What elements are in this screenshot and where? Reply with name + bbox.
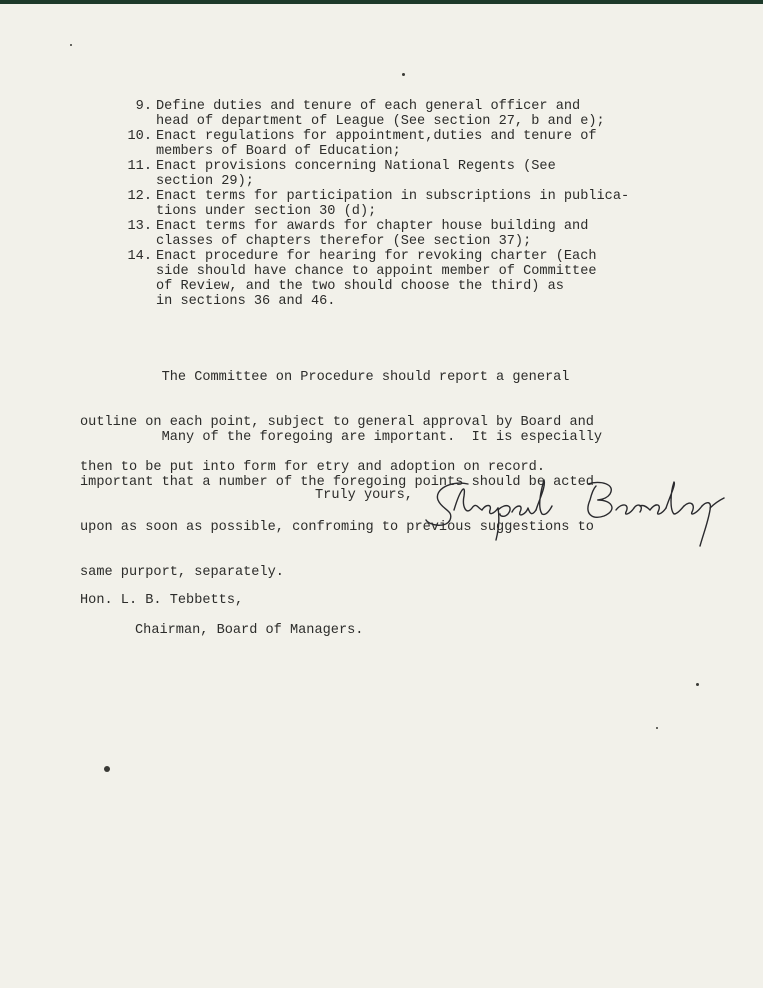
list-item: [100, 219, 700, 249]
paper-speck: [656, 727, 658, 729]
item-text: Enact terms for awards for chapter house building and classes of chapters therefor (See section 37);: [156, 219, 589, 249]
numbered-list: [100, 99, 700, 309]
item-number: 11.: [127, 159, 152, 174]
addressee-name: Hon. L. B. Tebbetts,: [80, 593, 244, 608]
handwritten-signature: [420, 470, 730, 552]
procedure-paragraph: The Committee on Procedure should report a general outline on each point, subject to general approval by Board and then to be put into form for etry and adoption on record.: [80, 370, 594, 475]
paper-speck: [104, 766, 110, 772]
item-text: Enact regulations for appointment,duties and tenure of members of Board of Education;: [156, 129, 597, 159]
list-item: [100, 129, 700, 159]
item-number: 9.: [135, 99, 152, 114]
list-item: [100, 99, 700, 129]
paper-speck: [402, 73, 405, 76]
importance-paragraph: Many of the foregoing are important. It is especially important that a number of the foregoing points should be acted upon as soon as possible, confroming to previous suggestions to same purport, separately.: [80, 430, 603, 580]
list-item: [100, 249, 700, 309]
top-edge-band: [0, 0, 763, 4]
closing-salutation: Truly yours,: [315, 488, 413, 503]
paper-speck: [70, 44, 72, 46]
paper-speck: [696, 683, 699, 686]
item-text: Define duties and tenure of each general officer and head of department of League (See section 27, b and e);: [156, 99, 605, 129]
item-text: Enact terms for participation in subscriptions in publica- tions under section 30 (d);: [156, 189, 630, 219]
item-number: 10.: [127, 129, 152, 144]
item-text: Enact procedure for hearing for revoking charter (Each side should have chance to appoint member of Committee of Review, and the two should choose the third) as in sections 36 and 46.: [156, 249, 597, 309]
list-item: [100, 159, 700, 189]
item-number: 13.: [127, 219, 152, 234]
list-item: [100, 189, 700, 219]
addressee-title: Chairman, Board of Managers.: [135, 623, 364, 638]
item-number: 14.: [127, 249, 152, 264]
item-number: 12.: [127, 189, 152, 204]
item-text: Enact provisions concerning National Regents (See section 29);: [156, 159, 556, 189]
